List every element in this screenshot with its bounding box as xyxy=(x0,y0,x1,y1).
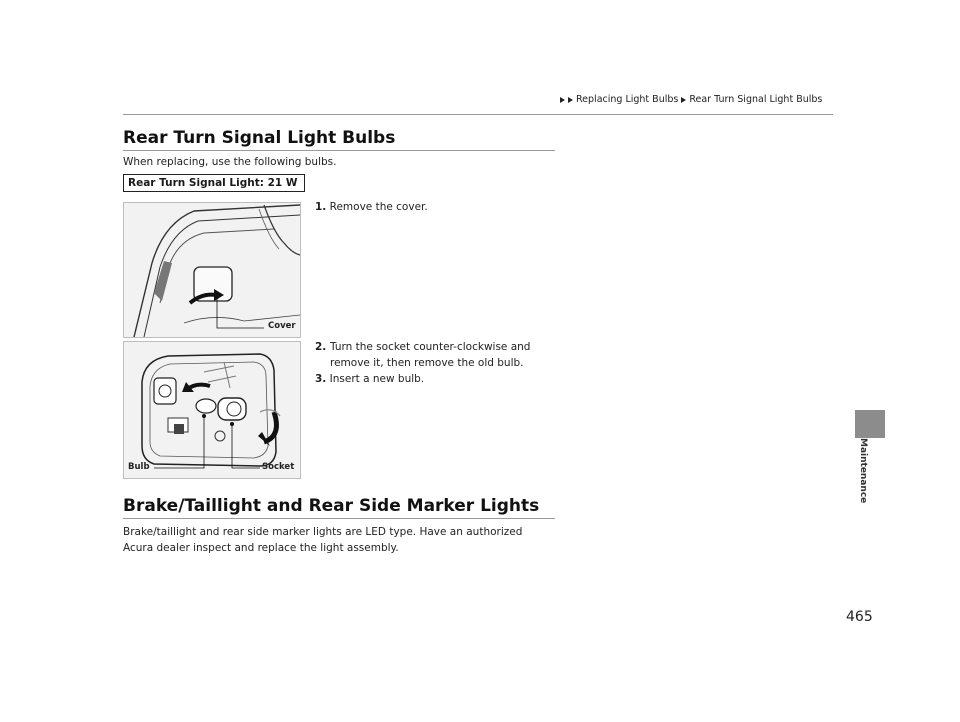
arrow-icon xyxy=(568,97,573,103)
step-text: Insert a new bulb. xyxy=(329,373,425,385)
step-text: Remove the cover. xyxy=(329,201,428,213)
breadcrumb xyxy=(560,94,822,105)
header-rule xyxy=(123,114,833,115)
chapter-tab-text: Maintenance xyxy=(858,438,868,504)
breadcrumb-item-replacing-light-bulbs[interactable]: Replacing Light Bulbs xyxy=(576,94,679,105)
figure-remove-socket xyxy=(123,341,301,479)
cover-illustration xyxy=(124,203,300,337)
socket-illustration xyxy=(124,342,300,478)
step-number: 3. xyxy=(315,373,327,385)
intro-text: When replacing, use the following bulbs. xyxy=(123,156,337,168)
callout-socket: Socket xyxy=(262,462,295,472)
brake-taillight-body: Brake/taillight and rear side marker lights are LED type. Have an authorized Acura dealer inspect and replace the light assembly. xyxy=(123,526,523,554)
callout-bulb: Bulb xyxy=(128,462,150,472)
chapter-tab-label xyxy=(850,438,870,508)
step-text: Turn the socket counter-clockwise and remove it, then remove the old bulb. xyxy=(330,341,531,369)
step-number: 1. xyxy=(315,201,327,213)
section-rule xyxy=(123,518,555,519)
step-2 xyxy=(315,339,551,371)
arrow-icon xyxy=(560,97,565,103)
arrow-icon xyxy=(681,97,686,103)
breadcrumb-item-rear-turn-signal[interactable]: Rear Turn Signal Light Bulbs xyxy=(689,94,823,105)
bulb-spec-box: Rear Turn Signal Light: 21 W xyxy=(123,174,305,192)
section-title-brake-taillight: Brake/Taillight and Rear Side Marker Lights xyxy=(123,496,540,516)
section-title-rear-turn-signal: Rear Turn Signal Light Bulbs xyxy=(123,128,396,148)
step-1 xyxy=(315,199,545,215)
figure-remove-cover xyxy=(123,202,301,338)
chapter-tab[interactable] xyxy=(855,410,885,438)
step-3 xyxy=(315,371,545,387)
step-number: 2. xyxy=(315,341,327,353)
callout-cover: Cover xyxy=(268,321,296,331)
section-rule xyxy=(123,150,555,151)
page-number: 465 xyxy=(846,609,873,625)
